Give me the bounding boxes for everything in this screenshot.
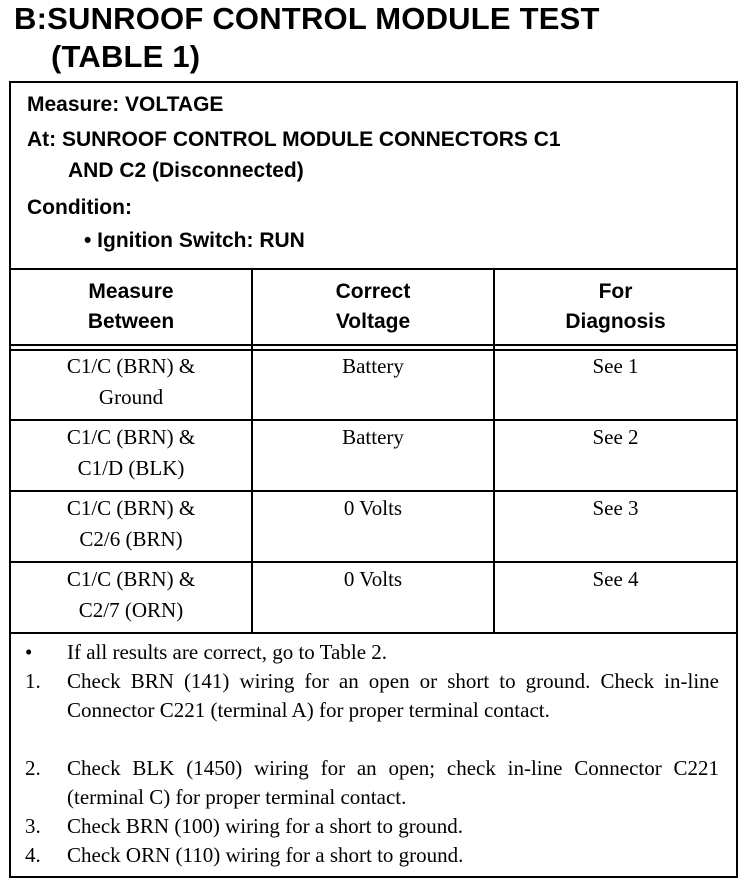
row-3-correct-voltage: 0 Volts	[343, 496, 403, 520]
row-3-measure-between: C1/C (BRN) & C2/6 (BRN)	[66, 496, 196, 551]
row-4-diagnosis: See 4	[592, 567, 639, 591]
at-label-continued: AND C2 (Disconnected)	[68, 159, 304, 182]
column-header-rule-top	[11, 344, 736, 346]
row-divider-1	[11, 419, 736, 421]
row-2-measure-between: C1/C (BRN) & C1/D (BLK)	[66, 425, 196, 480]
row-1-correct-voltage: Battery	[342, 354, 404, 378]
test-conditions	[11, 83, 736, 269]
page-title	[14, 0, 600, 76]
row-divider-3	[11, 561, 736, 563]
row-1-measure-between: C1/C (BRN) & Ground	[66, 354, 196, 409]
title-line-2: (TABLE 1)	[51, 39, 201, 74]
row-4-correct-voltage: 0 Volts	[343, 567, 403, 591]
test-table-box: Measure: VOLTAGE At: SUNROOF CONTROL MODULE CONNECTORS C1 AND C2 (Disconnected) Condition: • Ignition Switch: RUN Measure Between Correct Voltage For Diagnosis C1/C (BRN) & Ground Battery See 1 C1/C (BRN) & C1/D (BLK) Battery See 2 C1/C (BRN) & C2/6 (BRN) 0 Volts See 3 C1/C (BRN) & C2/7 (ORN) 0 Volts See 4 • If all results are correct, go to Table 2. 1. Check BRN (141) wiring for an open or short to ground. Check in-line Connector C221 (terminal A) for proper terminal contact. 2. Check BLK (1450) wiring for an open; check in-line Connector C221 (terminal C) for proper terminal contact. 3. Check BRN (100) wiring for a short to ground. 4. Check ORN (110) wiring for a short to ground.	[9, 81, 738, 878]
condition-item: • Ignition Switch: RUN	[84, 229, 305, 252]
at-label: At: SUNROOF CONTROL MODULE CONNECTORS C1	[27, 128, 561, 151]
table-bottom-rule	[11, 632, 736, 634]
column-header-for-diagnosis: For Diagnosis	[565, 280, 666, 333]
column-header-measure-between: Measure Between	[87, 280, 175, 333]
row-divider-2	[11, 490, 736, 492]
row-2-diagnosis: See 2	[592, 425, 639, 449]
row-3-diagnosis: See 3	[592, 496, 639, 520]
condition-label: Condition:	[27, 196, 132, 219]
row-1-diagnosis: See 1	[592, 354, 639, 378]
row-2-correct-voltage: Battery	[342, 425, 404, 449]
header-divider	[11, 268, 736, 270]
measure-label: Measure: VOLTAGE	[27, 93, 224, 116]
row-4-measure-between: C1/C (BRN) & C2/7 (ORN)	[66, 567, 196, 622]
title-line-1: B:SUNROOF CONTROL MODULE TEST	[14, 1, 600, 36]
column-header-correct-voltage: Correct Voltage	[335, 280, 411, 333]
